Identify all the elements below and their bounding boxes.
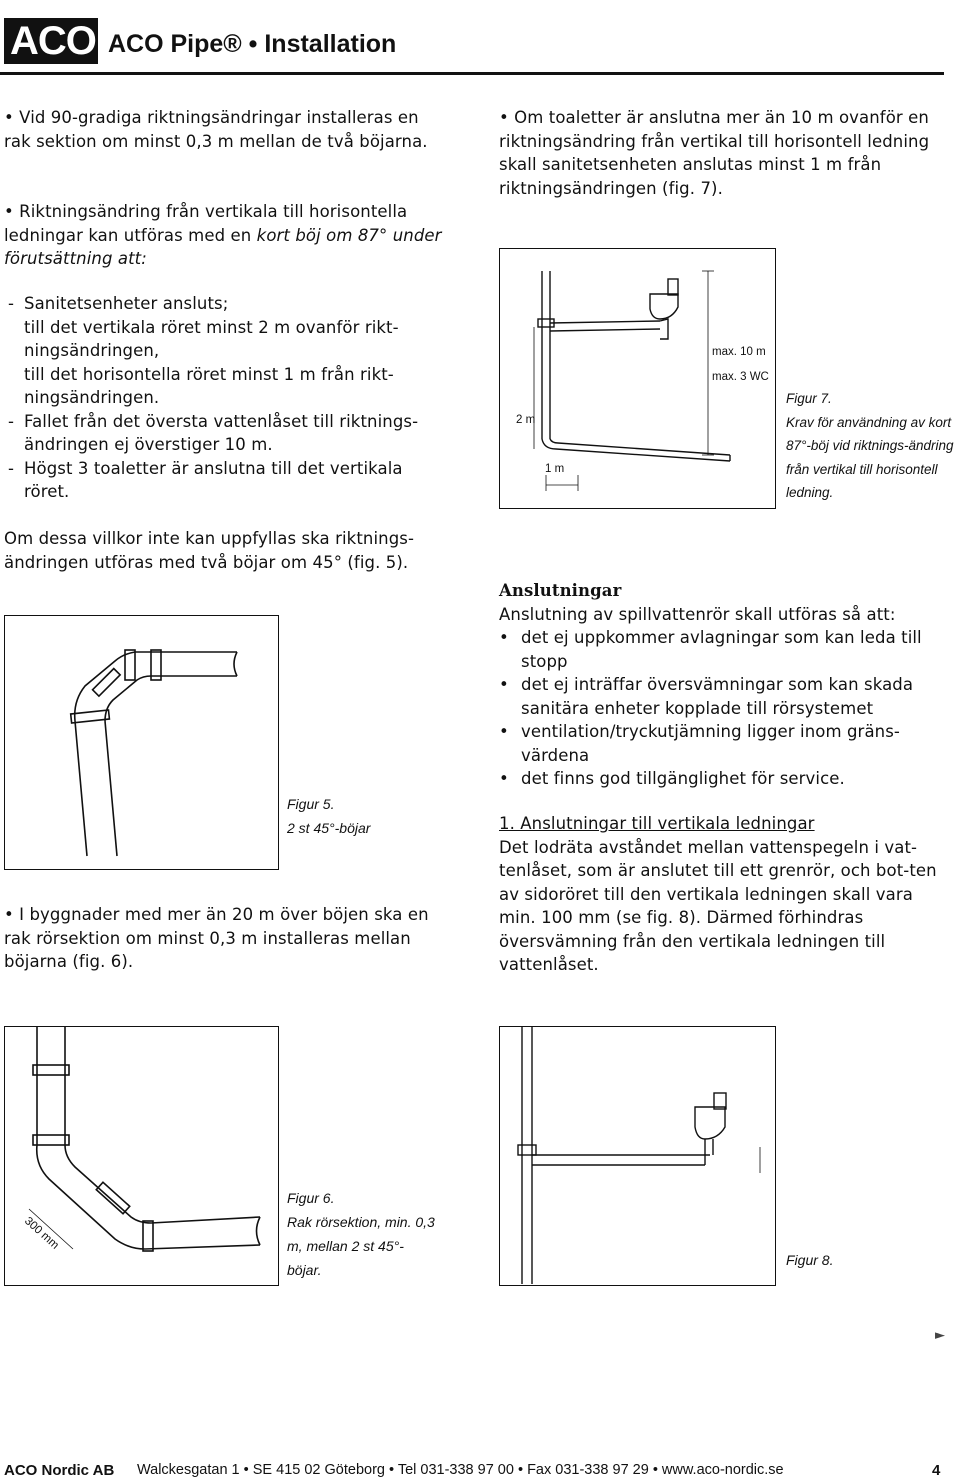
- connections-heading: Anslutningar: [499, 581, 622, 600]
- conditions-list: [4, 292, 444, 504]
- fig7-max3: max. 3 WC: [712, 371, 769, 383]
- figure-8-drawing: [500, 1027, 774, 1284]
- right-bullet-1-text: • Om toaletter är anslutna mer än 10 m ovanför en riktningsändring från vertikal till horisontell ledning skall sanitetsenheten anslutas minst 1 m från riktningsändringen (fig. 7).: [499, 108, 930, 198]
- connections-item-4-text: det finns god tillgänglighet för service.: [521, 769, 845, 788]
- condition-1-text: Sanitetsenheter ansluts;: [24, 294, 229, 313]
- header-rule: [0, 72, 944, 75]
- page-title: ACO Pipe® • Installation: [108, 30, 397, 58]
- figure-7-title: Figur 7.: [786, 391, 832, 406]
- left-paragraph-text: Om dessa villkor inte kan uppfyllas ska riktnings-ändringen utföras med två böjar om 45° (fig. 5).: [4, 529, 415, 572]
- condition-1: - Sanitetsenheter ansluts; till det vertikala röret minst 2 m ovanför rikt-ningsändringen, till det horisontella röret minst 1 m från rikt-ningsändringen.: [4, 292, 444, 410]
- figure-5-drawing: [5, 616, 277, 868]
- connections-section: [499, 579, 944, 791]
- left-bullet-2-text: • Riktningsändring från vertikala till horisontella ledningar kan utföras med en: [4, 202, 408, 245]
- figure-6-title: Figur 6.: [287, 1190, 335, 1206]
- left-bullet-2-italic: kort böj om 87° under förutsättning att: [4, 225, 442, 268]
- figure-8-title: Figur 8.: [786, 1252, 834, 1268]
- condition-1-line2: till det vertikala röret minst 2 m ovanför rikt-ningsändringen,: [24, 317, 399, 360]
- connections-item-2-text: det ej inträffar översvämningar som kan skada sanitära enheter kopplade till rörsystemet: [521, 675, 914, 718]
- condition-2: - Fallet från det översta vattenlåset till riktnings-ändringen ej överstiger 10 m.: [4, 410, 444, 457]
- footer-company: ACO Nordic AB: [4, 1462, 115, 1479]
- left-paragraph: [4, 527, 444, 574]
- left-bullet-1-text: • Vid 90-gradiga riktningsändringar installeras en rak sektion om minst 0,3 m mellan de två böjarna.: [4, 108, 428, 151]
- condition-2-text: Fallet från det översta vattenlåset till riktnings-ändringen ej överstiger 10 m.: [24, 411, 419, 454]
- figure-6-box: [4, 1026, 279, 1286]
- left-bullet-1: [4, 106, 444, 153]
- connections-item-3-text: ventilation/tryckutjämning ligger inom gräns-värdena: [521, 722, 900, 765]
- condition-3: - Högst 3 toaletter är anslutna till det vertikala röret.: [4, 457, 444, 504]
- aco-logo: [4, 18, 98, 64]
- page-number: 4: [932, 1462, 941, 1479]
- connections-item-1-text: det ej uppkommer avlagningar som kan leda till stopp: [521, 628, 922, 671]
- logo-text: ACO: [10, 19, 96, 63]
- left-bullet-3: [4, 903, 444, 974]
- connections-item-3: • ventilation/tryckutjämning ligger inom gräns-värdena: [499, 722, 900, 765]
- figure-7-caption: [786, 387, 958, 505]
- right-bullet-1: [499, 106, 939, 200]
- condition-3-text: Högst 3 toaletter är anslutna till det vertikala röret.: [24, 458, 403, 501]
- connections-intro: Anslutning av spillvattenrör skall utföras så att:: [499, 604, 896, 624]
- fig7-1m: 1 m: [545, 463, 565, 475]
- left-bullet-2-end: :: [141, 249, 147, 268]
- vertical-connections-heading: 1. Anslutningar till vertikala ledningar: [499, 814, 815, 833]
- figure-5-title: Figur 5.: [287, 796, 335, 812]
- connections-item-2: • det ej inträffar översvämningar som kan skada sanitära enheter kopplade till rörsystemet: [499, 675, 914, 718]
- fig6-dim-label: 300 mm: [21, 1215, 61, 1252]
- figure-6-text: Rak rörsektion, min. 0,3 m, mellan 2 st 45°-böjar.: [287, 1214, 435, 1278]
- left-bullet-3-text: • I byggnader med mer än 20 m över böjen ska en rak rörsektion om minst 0,3 m installeras mellan böjarna (fig. 6).: [4, 905, 429, 971]
- fig7-2m: 2 m: [516, 414, 536, 426]
- left-bullet-2: [4, 200, 444, 271]
- connections-item-1: • det ej uppkommer avlagningar som kan leda till stopp: [499, 628, 922, 671]
- figure-8-caption: [786, 1248, 906, 1272]
- figure-7-text: Krav för användning av kort 87°-böj vid riktnings-ändring från vertikal till horisontell ledning.: [786, 414, 954, 500]
- vertical-connections-text: Det lodräta avståndet mellan vattenspegeln i vat-tenlåset, som är anslutet till ett grenrör, och bot-ten av sidoröret till den vertikala ledningen skall vara min. 100 mm (se fig. 8). Därmed förhindras översvämning från den vertikala ledningen till vattenlåset.: [499, 837, 937, 974]
- vertical-connections-section: [499, 812, 944, 977]
- figure-5-box: [4, 615, 279, 870]
- figure-5-caption: [287, 792, 437, 840]
- figure-5-text: 2 st 45°-böjar: [287, 820, 371, 836]
- connections-item-4: • det finns god tillgänglighet för service.: [499, 769, 845, 788]
- figure-8-box: [499, 1026, 776, 1286]
- footer-address: Walckesgatan 1 • SE 415 02 Göteborg • Tel 031-338 97 00 • Fax 031-338 97 29 • www.aco-nordic.se: [137, 1462, 784, 1478]
- fig7-max10: max. 10 m: [712, 346, 766, 358]
- condition-1-line3: till det horisontella röret minst 1 m från rikt-ningsändringen.: [24, 364, 394, 407]
- next-page-arrow[interactable]: ►: [935, 1328, 945, 1343]
- figure-6-caption: [287, 1186, 437, 1282]
